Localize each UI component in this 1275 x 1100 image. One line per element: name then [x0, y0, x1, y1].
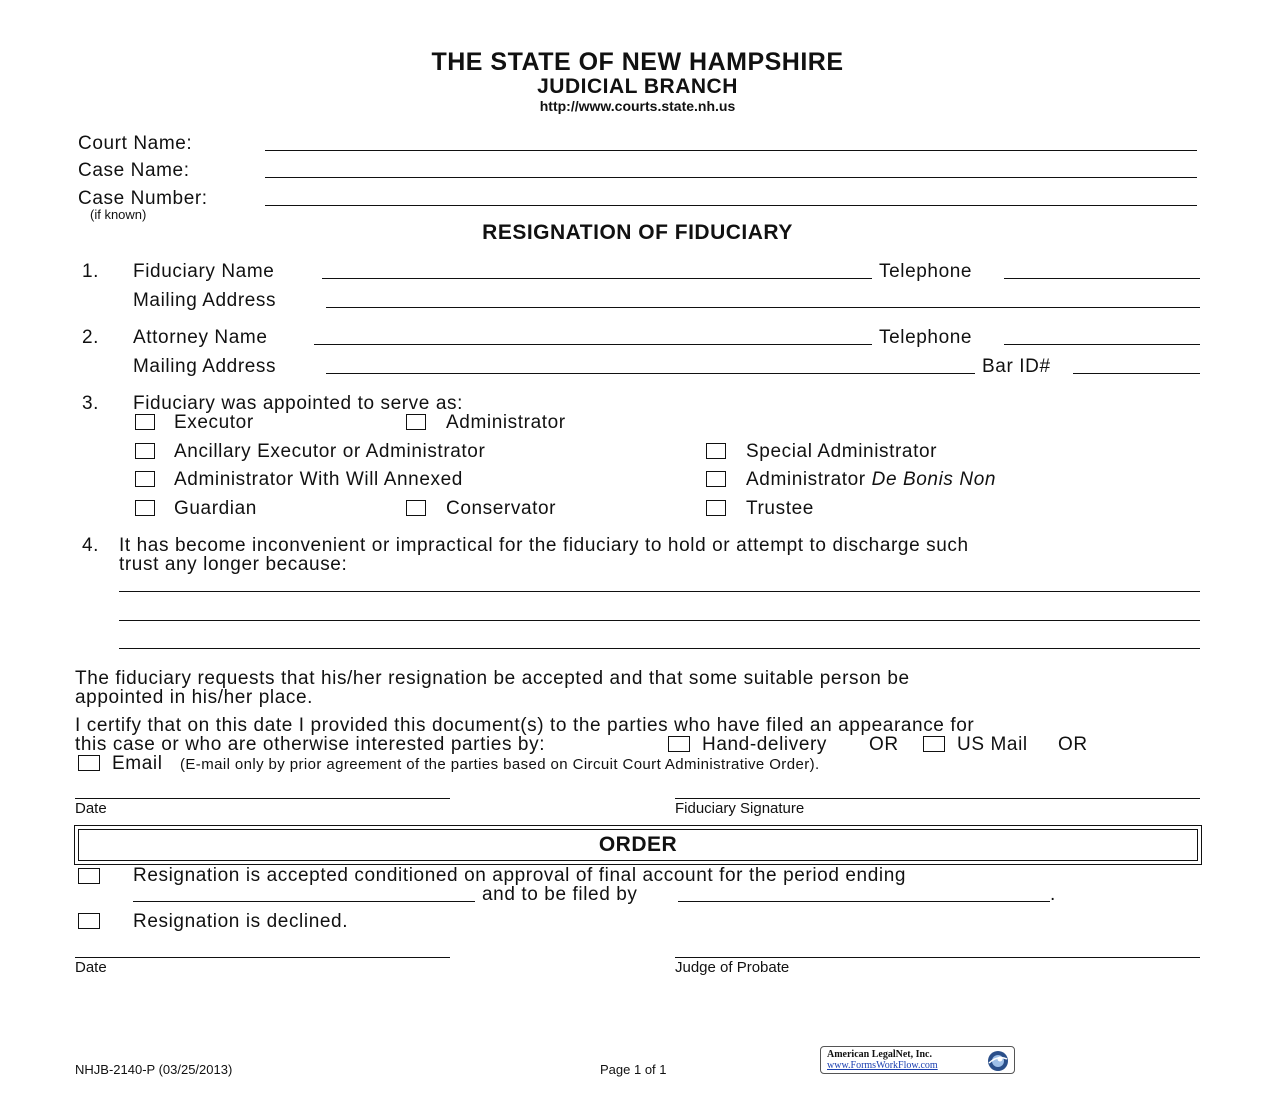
- email-checkbox[interactable]: [78, 755, 100, 771]
- attorney-telephone-label: Telephone: [879, 327, 973, 348]
- conservator-checkbox[interactable]: [406, 500, 426, 516]
- attorney-address-field[interactable]: [326, 373, 975, 374]
- reason-line-1[interactable]: [119, 591, 1200, 592]
- date-label: Date: [75, 800, 107, 817]
- fiduciary-name-label: Fiduciary Name: [133, 261, 275, 282]
- guardian-checkbox[interactable]: [135, 500, 155, 516]
- attorney-name-label: Attorney Name: [133, 327, 268, 348]
- special-administrator-checkbox[interactable]: [706, 443, 726, 459]
- form-id: NHJB-2140-P (03/25/2013): [75, 1062, 233, 1077]
- appointed-as-label: Fiduciary was appointed to serve as:: [133, 393, 463, 414]
- vendor-url[interactable]: www.FormsWorkFlow.com: [827, 1060, 938, 1071]
- conservator-label: Conservator: [446, 498, 557, 519]
- trustee-label: Trustee: [746, 498, 814, 519]
- declined-checkbox[interactable]: [78, 913, 100, 929]
- fiduciary-signature-line[interactable]: [675, 798, 1200, 799]
- if-known-note: (if known): [90, 207, 147, 222]
- case-number-field[interactable]: [265, 205, 1197, 206]
- item-1-number: 1.: [82, 261, 100, 282]
- reason-text-line1: It has become inconvenient or impractical for the fiduciary to hold or attempt to discharge such: [119, 535, 969, 556]
- bar-id-label: Bar ID#: [982, 356, 1051, 377]
- us-mail-checkbox[interactable]: [923, 736, 945, 752]
- fiduciary-signature-label: Fiduciary Signature: [675, 800, 805, 817]
- item-3-number: 3.: [82, 393, 100, 414]
- de-bonis-non-label: [746, 469, 996, 491]
- court-name-label: Court Name:: [78, 133, 193, 154]
- judge-signature-line[interactable]: [675, 957, 1200, 958]
- filed-by-field[interactable]: [678, 901, 1050, 902]
- de-bonis-non-checkbox[interactable]: [706, 471, 726, 487]
- reason-line-2[interactable]: [119, 620, 1200, 621]
- ancillary-label: Ancillary Executor or Administrator: [174, 441, 486, 462]
- fiduciary-telephone-label: Telephone: [879, 261, 973, 282]
- request-text-line1: The fiduciary requests that his/her resignation be accepted and that some suitable person be: [75, 668, 910, 689]
- order-title: ORDER: [598, 833, 678, 856]
- reason-line-3[interactable]: [119, 648, 1200, 649]
- will-annexed-label: Administrator With Will Annexed: [174, 469, 463, 490]
- judge-label: Judge of Probate: [675, 959, 790, 976]
- date-signature-line[interactable]: [75, 798, 450, 799]
- accepted-checkbox[interactable]: [78, 868, 100, 884]
- item-4-number: 4.: [82, 535, 100, 556]
- court-name-field[interactable]: [265, 150, 1197, 151]
- guardian-label: Guardian: [174, 498, 257, 519]
- state-title: THE STATE OF NEW HAMPSHIRE: [431, 48, 844, 76]
- request-text-line2: appointed in his/her place.: [75, 687, 314, 708]
- or-label-2: OR: [1058, 734, 1088, 755]
- court-url: http://www.courts.state.nh.us: [539, 98, 736, 114]
- us-mail-label: US Mail: [957, 734, 1028, 755]
- form-title: RESIGNATION OF FIDUCIARY: [482, 221, 793, 244]
- will-annexed-checkbox[interactable]: [135, 471, 155, 487]
- order-date-label: Date: [75, 959, 107, 976]
- ancillary-checkbox[interactable]: [135, 443, 155, 459]
- reason-text-line2: trust any longer because:: [119, 554, 348, 575]
- case-name-field[interactable]: [265, 177, 1197, 178]
- vendor-logo[interactable]: [820, 1046, 1015, 1074]
- email-label: Email: [112, 753, 163, 774]
- case-number-label: Case Number:: [78, 188, 208, 209]
- executor-label: Executor: [174, 412, 254, 433]
- fiduciary-address-label: Mailing Address: [133, 290, 277, 311]
- de-bonis-prefix: Administrator: [746, 469, 866, 490]
- fiduciary-telephone-field[interactable]: [1004, 278, 1200, 279]
- accepted-text-line1: Resignation is accepted conditioned on approval of final account for the period ending: [133, 865, 907, 886]
- accepted-period: .: [1050, 884, 1056, 905]
- administrator-checkbox[interactable]: [406, 414, 426, 430]
- administrator-label: Administrator: [446, 412, 566, 433]
- de-bonis-italic: De Bonis Non: [871, 469, 997, 490]
- item-2-number: 2.: [82, 327, 100, 348]
- email-note: (E-mail only by prior agreement of the parties based on Circuit Court Administrative Order).: [180, 756, 820, 773]
- hand-delivery-checkbox[interactable]: [668, 736, 690, 752]
- executor-checkbox[interactable]: [135, 414, 155, 430]
- fiduciary-name-field[interactable]: [322, 278, 872, 279]
- certify-text-line2: this case or who are otherwise interested parties by:: [75, 734, 546, 755]
- page-number: Page 1 of 1: [600, 1062, 667, 1077]
- attorney-address-label: Mailing Address: [133, 356, 277, 377]
- vendor-name: American LegalNet, Inc.: [827, 1049, 932, 1060]
- order-date-line[interactable]: [75, 957, 450, 958]
- declined-label: Resignation is declined.: [133, 911, 349, 932]
- case-name-label: Case Name:: [78, 160, 190, 181]
- hand-delivery-label: Hand-delivery: [702, 734, 828, 755]
- attorney-telephone-field[interactable]: [1004, 344, 1200, 345]
- fiduciary-address-field[interactable]: [326, 307, 1200, 308]
- trustee-checkbox[interactable]: [706, 500, 726, 516]
- globe-icon: [986, 1049, 1010, 1073]
- filed-by-label: and to be filed by: [482, 884, 638, 905]
- or-label-1: OR: [869, 734, 899, 755]
- branch-title: JUDICIAL BRANCH: [537, 75, 738, 98]
- period-ending-field[interactable]: [133, 901, 475, 902]
- attorney-name-field[interactable]: [314, 344, 872, 345]
- bar-id-field[interactable]: [1073, 373, 1200, 374]
- certify-text-line1: I certify that on this date I provided this document(s) to the parties who have filed an appearance for: [75, 715, 975, 736]
- special-administrator-label: Special Administrator: [746, 441, 938, 462]
